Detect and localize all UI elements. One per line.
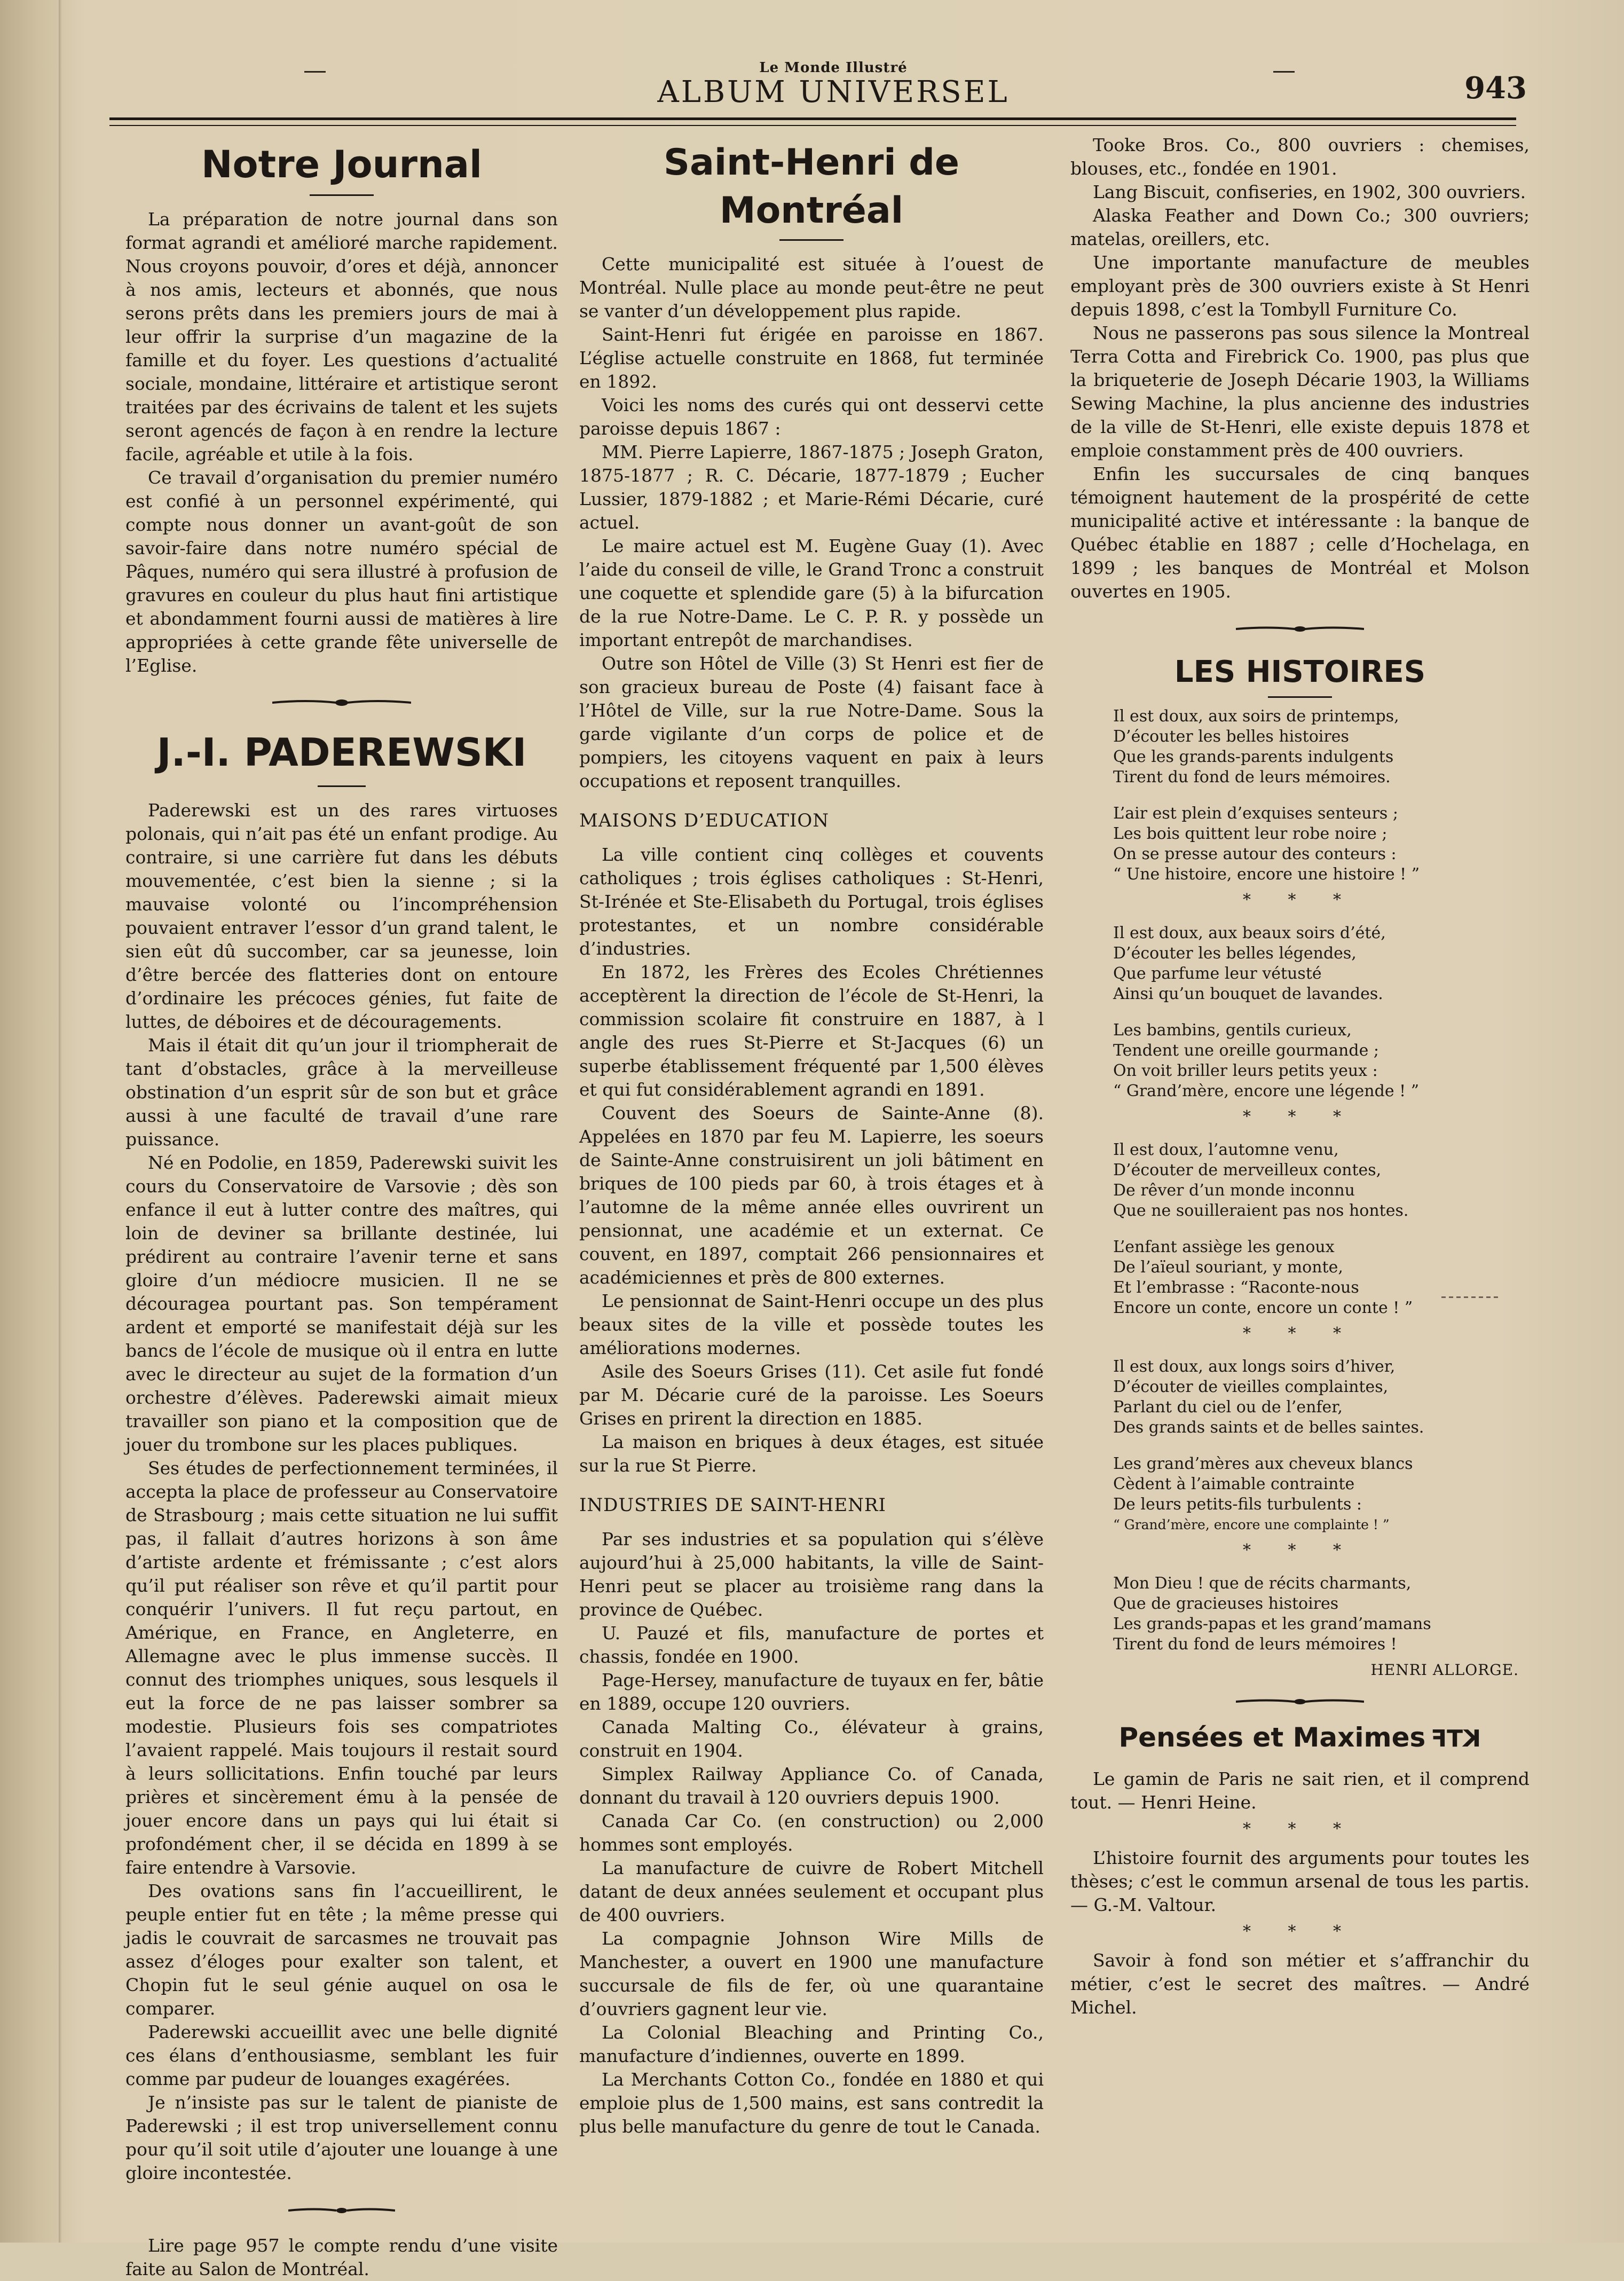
paderewski-paragraph: Né en Podolie, en 1859, Paderewski suivit les cours du Conservatoire de Varsovie ; dès son enfance il eut à lutter contre des maîtres, qui loin de deviner sa brillante destinée, lui prédirent au contraire l’avenir terne et sans gloire d’un médiocre musicien. Il ne se découragea pourtant pas. Son tempérament ardent et emporté se manifestait déjà sur les bancs de l’école de musique où il entra en lutte avec le directeur au sujet de la formation d’un orchestre d’élèves. Paderewski aimait mieux travailler son piano et la composition que de jouer du trombone sur les places publiques. (125, 1152, 558, 1455)
paderewski-paragraph: Des ovations sans fin l’accueillirent, le peuple entier fut en tête ; la même presse qui jadis le couvrait de sarcasmes ne trouvait pas assez d’éloges pour exalter son talent, et Chopin fut le seul génie auquel on osa le comparer. (125, 1881, 558, 2019)
industries-continued-paragraph: Nous ne passerons pas sous silence la Montreal Terra Cotta and Firebrick Co. 1900, pas plus que la briqueterie de Joseph Décarie 1903, la Williams Sewing Machine, la plus ancienne des industries de la ville de St-Henri, elle existe depuis 1878 et emploie constamment près de 400 ouvriers. (1070, 323, 1530, 461)
paderewski-paragraph: Ses études de perfectionnement terminées, il accepta la place de professeur au Conservatoire de Strasbourg ; mais cette situation ne lui suffit pas, il fallait d’autres horizons à son âme d’artiste ardente et frémissante ; c’est alors qu’il put réaliser son rêve et qu’il partit pour conquérir l’univers. Il fut reçu partout, en Amérique, en France, en Angleterre, en Allemagne avec le plus immense succès. Il connut des triomphes uniques, sous lesquels il eut la force de ne pas laisser sombrer sa modestie. Plusieurs fois ses compatriotes l’avaient rappelé. Mais toujours il restait sourd à leurs sollicitations. Enfin touché par leurs prières et sincèrement ému à la pensée de jouer encore dans un pays qui lui était si profondément cher, il se décida en 1899 à se faire entendre à Varsovie. (125, 1458, 558, 1878)
poem-line: Que parfume leur vétusté (1113, 964, 1322, 983)
poem-line: Encore un conte, encore un conte ! ” (1113, 1299, 1413, 1317)
title-underline (1268, 696, 1332, 698)
ornament-divider (125, 2198, 558, 2221)
masthead-subtitle: Le Monde Illustré (759, 60, 908, 76)
saint-henri-paragraph: Le maire actuel est M. Eugène Guay (1). Avec l’aide du conseil de ville, le Grand Tronc a construit une coquette et splendide gare (5) à la bifurcation de la rue Notre-Dame. Le C. P. R. y possède un important entrepôt de marchandises. (579, 536, 1044, 650)
poem-line: Que de gracieuses histoires (1113, 1594, 1339, 1613)
industries-continued-paragraph: Une importante manufacture de meubles employant près de 300 ouvriers existe à St Henri depuis 1898, c’est la Tombyll Furniture Co. (1070, 252, 1530, 320)
stanza-separator: * * * (1242, 1541, 1358, 1560)
maxim: L’histoire fournit des arguments pour toutes les thèses; c’est le commun arsenal de tous les partis. — G.-M. Valtour. (1070, 1847, 1530, 1915)
paderewski-paragraph: Paderewski est un des rares virtuoses polonais, qui n’ait pas été un enfant prodige. Au contraire, si une carrière fut dans les débuts mouvementée, c’est bien la sienne ; si la mauvaise volonté ou l’incompréhension pouvaient entraver l’essor d’un grand talent, le sien eût dû succomber, car sa jeunesse, loin d’être bercée des flatteries dont on entoure d’ordinaire les précoces génies, fut faite de luttes, de déboires et de découragements. (125, 800, 558, 1032)
industries-continued-paragraph: Tooke Bros. Co., 800 ouvriers : chemises, blouses, etc., fondée en 1901. (1070, 135, 1530, 179)
maxim: Savoir à fond son métier et s’affranchir du métier, c’est le secret des maîtres. — André Michel. (1070, 1950, 1530, 2018)
page-number: 943 (1464, 70, 1527, 106)
histoires-title: LES HISTOIRES (1174, 655, 1426, 689)
poem-line: Que les grands-parents indulgents (1113, 748, 1394, 766)
maxim: Le gamin de Paris ne sait rien, et il comprend tout. — Henri Heine. (1070, 1768, 1530, 1813)
pensees-title (1070, 1720, 1530, 1757)
stray-print-mark: KTF (1431, 1725, 1481, 1752)
maxim-separator: * * * (1242, 1922, 1358, 1941)
paderewski-paragraph: Mais il était dit qu’un jour il triompherait de tant d’obstacles, grâce à la merveilleuse obstination d’un esprit sûr de son but et grâce aussi à une faculté de travail d’une rare puissance. (125, 1035, 558, 1150)
poem-line: L’enfant assiège les genoux (1113, 1238, 1335, 1256)
notre-journal-title: Notre Journal (201, 143, 483, 186)
binding-shadow (59, 0, 62, 2243)
industries-paragraph: U. Pauzé et fils, manufacture de portes et chassis, fondée en 1900. (579, 1623, 1044, 1667)
poem-line: Des grands saints et de belles saintes. (1113, 1418, 1424, 1437)
ornament-divider (1070, 616, 1530, 640)
poem-line: Que ne souilleraient pas nos hontes. (1113, 1201, 1409, 1220)
poem-stanza (1070, 1454, 1530, 1535)
poem-line: D’écouter de vieilles complaintes, (1113, 1378, 1389, 1396)
maisons-paragraph: La ville contient cinq collèges et couvents catholiques ; trois églises catholiques : St-Henri, St-Irénée et Ste-Elisabeth du Portugal, trois églises protestantes, et un nombre considérable d’industries. (579, 844, 1044, 959)
industries-paragraph: Page-Hersey, manufacture de tuyaux en fer, bâtie en 1889, occupe 120 ouvriers. (579, 1670, 1044, 1714)
poem-line: Tendent une oreille gourmande ; (1113, 1041, 1379, 1060)
industries-paragraph: La Merchants Cotton Co., fondée en 1880 et qui emploie plus de 1,500 mains, est sans contredit la plus belle manufacture du genre de tout le Canada. (579, 2069, 1044, 2137)
poem-line: Les bambins, gentils curieux, (1113, 1021, 1352, 1040)
poem-line: De leurs petits-fils turbulents : (1113, 1495, 1362, 1514)
poem-stanza (1070, 923, 1530, 1004)
poem-line: Il est doux, aux soirs de printemps, (1113, 707, 1399, 726)
paderewski-paragraph: Je n’insiste pas sur le talent de pianiste de Paderewski ; il est trop universellement connu pour qu’il soit utile d’ajouter une louange à une gloire incontestée. (125, 2092, 558, 2183)
stanza-separator: * * * (1242, 891, 1358, 909)
poem-line: Cèdent à l’aimable contrainte (1113, 1475, 1355, 1493)
stanza-separator: * * * (1242, 1107, 1358, 1126)
masthead-rule-thin (109, 125, 1516, 126)
poem-line: Il est doux, l’automne venu, (1113, 1140, 1339, 1159)
poem-stanza (1070, 1574, 1530, 1655)
masthead-rule-thick (109, 117, 1516, 120)
saint-henri-paragraph: MM. Pierre Lapierre, 1867-1875 ; Joseph Graton, 1875-1877 ; R. C. Décarie, 1877-1879 ; Eucher Lussier, 1879-1882 ; et Marie-Rémi Décarie, curé actuel. (579, 442, 1044, 533)
paderewski-paragraph: Paderewski accueillit avec une belle dignité ces élans d’enthousiasme, semblant les fuir comme par pudeur de louanges exagérées. (125, 2022, 558, 2089)
poem-stanza (1070, 1357, 1530, 1438)
poem-line: D’écouter les belles légendes, (1113, 944, 1357, 963)
column-2 (579, 133, 1044, 2138)
industries-paragraph: Canada Malting Co., élévateur à grains, construit en 1904. (579, 1717, 1044, 1761)
poem-line: Mon Dieu ! que de récits charmants, (1113, 1574, 1412, 1593)
industries-continued-paragraph: Alaska Feather and Down Co.; 300 ouvriers; matelas, oreillers, etc. (1070, 205, 1530, 249)
poem-line: On voit briller leurs petits yeux : (1113, 1061, 1378, 1080)
poem-line: L’air est plein d’exquises senteurs ; (1113, 804, 1398, 823)
poem-line: Les bois quittent leur robe noire ; (1113, 824, 1388, 843)
ornament-divider (1070, 1689, 1530, 1712)
paderewski-title: J.-I. PADEREWSKI (156, 730, 527, 775)
notre-journal-paragraph: La préparation de notre journal dans son format agrandi et amélioré marche rapidement. Nous croyons pouvoir, d’ores et déjà, annoncer à nos amis, lecteurs et abonnés, que nous serons prêts dans les premiers jours de mai à leur offrir la surprise d’un magazine de la famille et du foyer. Les questions d’actualité sociale, mondaine, littéraire et artistique seront traitées par des écrivains de talent et les sujets seront agencés de façon à en rendre la lecture facile, agréable et utile à la fois. (125, 209, 558, 465)
industries-paragraph: La Colonial Bleaching and Printing Co., manufacture d’indiennes, ouverte en 1899. (579, 2022, 1044, 2066)
poem-line: “ Une histoire, encore une histoire ! ” (1113, 865, 1420, 884)
saint-henri-paragraph: Voici les noms des curés qui ont desservi cette paroisse depuis 1867 : (579, 395, 1044, 439)
poem-line: D’écouter de merveilleux contes, (1113, 1161, 1382, 1179)
poem-stanza (1070, 1140, 1530, 1221)
stanza-separator: * * * (1242, 1324, 1358, 1343)
poem-line: Et l’embrasse : “Raconte-nous (1113, 1278, 1359, 1297)
saint-henri-paragraph: Outre son Hôtel de Ville (3) St Henri est fier de son gracieux bureau de Poste (4) faisant face à l’Hôtel de Ville, sur la rue Notre-Dame. Sous la garde vigilante d’un corps de police et de pompiers, les citoyens vaquent en paix à leurs occupations et reposent tranquilles. (579, 653, 1044, 791)
poem-line: “ Grand’mère, encore une complainte ! ” (1113, 1517, 1390, 1532)
industries-continued-paragraph: Enfin les succursales de cinq banques témoignent hautement de la prospérité de cette municipalité active et intéressante : la banque de Québec établie en 1887 ; celle d’Hochelaga, en 1899 ; les banques de Montréal et Molson ouvertes en 1905. (1070, 463, 1530, 602)
poem-line: De l’aïeul souriant, y monte, (1113, 1258, 1343, 1277)
paderewski-footer-note: Lire page 957 le compte rendu d’une visite faite au Salon de Montréal. (125, 2235, 558, 2279)
industries-paragraph: Canada Car Co. (en construction) ou 2,000 hommes sont employés. (579, 1811, 1044, 1855)
poem-line: Ainsi qu’un bouquet de lavandes. (1113, 985, 1383, 1003)
industries-continued-paragraph: Lang Biscuit, confiseries, en 1902, 300 ouvriers. (1093, 182, 1526, 202)
maisons-paragraph: En 1872, les Frères des Ecoles Chrétiennes acceptèrent la direction de l’école de St-Henri, la commission scolaire fit construire en 1887, à l angle des rues St-Pierre et St-Jacques (6) un superbe établissement fréquenté par 1,500 élèves et qui fut considérablement agrandi en 1891. (579, 962, 1044, 1100)
industries-paragraph: Simplex Railway Appliance Co. of Canada, donnant du travail à 120 ouvriers depuis 1900. (579, 1764, 1044, 1808)
poem-stanza (1070, 1020, 1530, 1102)
poem-line: D’écouter les belles histoires (1113, 727, 1349, 746)
poem-line: De rêver d’un monde inconnu (1113, 1181, 1355, 1200)
poem-line: Il est doux, aux beaux soirs d’été, (1113, 924, 1386, 942)
maxim-separator: * * * (1242, 1820, 1358, 1838)
column-1 (125, 133, 558, 2281)
poem-line: On se presse autour des conteurs : (1113, 845, 1397, 863)
poem-line: Parlant du ciel ou de l’enfer, (1113, 1398, 1343, 1417)
industries-heading: INDUSTRIES DE SAINT-HENRI (579, 1495, 886, 1516)
ornament-divider (125, 690, 558, 714)
poem-line: Tirent du fond de leurs mémoires. (1113, 768, 1391, 786)
maisons-paragraph: La maison en briques à deux étages, est située sur la rue St Pierre. (579, 1431, 1044, 1476)
industries-paragraph: Par ses industries et sa population qui s’élève aujourd’hui à 25,000 habitants, la ville de Saint-Henri peut se placer au troisième rang dans la province de Québec. (579, 1529, 1044, 1620)
poem-stanza (1070, 706, 1530, 788)
industries-paragraph: La compagnie Johnson Wire Mills de Manchester, a ouvert en 1900 une manufacture succursale de fils de fer, où une quarantaine d’ouvriers gagnent leur vie. (579, 1928, 1044, 2019)
industries-paragraph: La manufacture de cuivre de Robert Mitchell datant de deux années seulement et occupant plus de 400 ouvriers. (579, 1858, 1044, 1925)
maisons-paragraph: Le pensionnat de Saint-Henri occupe un des plus beaux sites de la ville et possède toutes les améliorations modernes. (579, 1291, 1044, 1358)
title-underline (318, 785, 366, 787)
saint-henri-title: Saint-Henri de Montréal (663, 141, 960, 232)
title-underline (310, 194, 374, 196)
poem-line: Les grands-papas et les grand’mamans (1113, 1615, 1431, 1633)
poem-line: “ Grand’mère, encore une légende ! ” (1113, 1082, 1420, 1100)
maisons-heading: MAISONS D’EDUCATION (579, 810, 830, 831)
poem-line: Tirent du fond de leurs mémoires ! (1113, 1635, 1397, 1654)
maisons-paragraph: Couvent des Soeurs de Sainte-Anne (8). Appelées en 1870 par feu M. Lapierre, les soeurs de Sainte-Anne construisirent un joli bâtiment en briques de 100 pieds par 60, à trois étages et à l’automne de la même année elles ouvrirent un pensionnat, une académie et un externat. Ce couvent, en 1897, comptait 266 pensionnaires et académiciennes et près de 800 externes. (579, 1103, 1044, 1288)
saint-henri-paragraph: Cette municipalité est située à l’ouest de Montréal. Nulle place au monde peut-être ne peut se vanter d’un développement plus rapide. (579, 254, 1044, 321)
pencil-mark (1441, 1296, 1500, 1298)
poem-line: Les grand’mères aux cheveux blancs (1113, 1454, 1413, 1473)
notre-journal-paragraph: Ce travail d’organisation du premier numéro est confié à un personnel expérimenté, qui compte nous donner un avant-goût de son savoir-faire dans notre numéro spécial de Pâques, numéro qui sera illustré à profusion de gravures en couleur du plus haut fini artistique et abondamment fourni aussi de matières à lire appropriées à cette grande fête universelle de l’Eglise. (125, 467, 558, 676)
masthead-title: ALBUM UNIVERSEL (657, 75, 1010, 109)
saint-henri-paragraph: Saint-Henri fut érigée en paroisse en 1867. L’église actuelle construite en 1868, fut terminée en 1892. (579, 324, 1044, 392)
poem-stanza (1070, 804, 1530, 885)
title-underline (779, 239, 843, 241)
poem-line: Il est doux, aux longs soirs d’hiver, (1113, 1357, 1396, 1376)
maisons-paragraph: Asile des Soeurs Grises (11). Cet asile fut fondé par M. Décarie curé de la paroisse. Les Soeurs Grises en prirent la direction en 1885. (579, 1361, 1044, 1429)
poem (1070, 706, 1530, 1680)
poem-stanza (1070, 1237, 1530, 1318)
poem-signature: HENRI ALLORGE. (1370, 1661, 1519, 1679)
column-3 (1070, 133, 1530, 2019)
pensees-title-text: Pensées et Maximes (1118, 1722, 1426, 1753)
